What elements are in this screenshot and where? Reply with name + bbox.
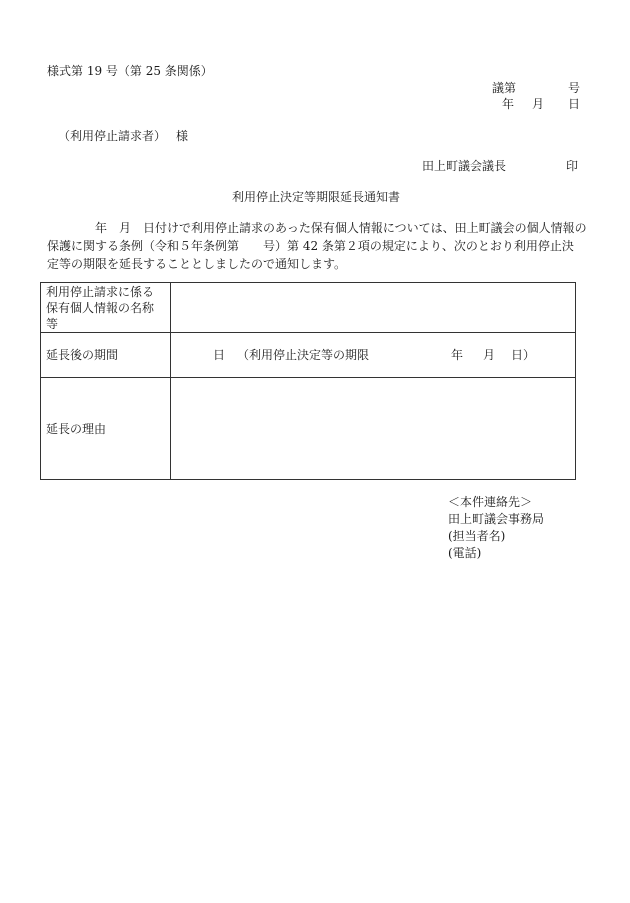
contact-person: (担当者名) <box>448 529 506 543</box>
issuer-title: 田上町議会議長 <box>422 159 507 173</box>
label-info-name-line-1: 利用停止請求に係る <box>46 284 155 299</box>
addressee-honorific: 様 <box>176 129 189 143</box>
body-line-1: 年 月 日付けで利用停止請求のあった保有個人情報については、田上町議会の個人情報の <box>95 221 587 235</box>
date-year: 年 <box>502 97 515 111</box>
deadline-month: 月 <box>483 348 496 362</box>
addressee-name: （利用停止請求者） <box>58 129 167 143</box>
seal-mark: 印 <box>566 159 579 173</box>
document-title: 利用停止決定等期限延長通知書 <box>232 190 401 204</box>
label-reason: 延長の理由 <box>41 378 171 480</box>
period-day: 日 <box>213 348 226 362</box>
value-info-name <box>171 283 576 333</box>
value-reason <box>171 378 576 480</box>
contact-phone: (電話) <box>448 546 482 560</box>
label-info-name-line-2: 保有個人情報の名称 <box>46 300 155 315</box>
deadline-year: 年 <box>451 348 464 362</box>
label-info-name <box>41 283 171 333</box>
doc-number-suffix: 号 <box>568 81 581 95</box>
contact-heading: ＜本件連絡先＞ <box>448 495 533 509</box>
original-deadline-label: （利用停止決定等の期限 <box>237 348 370 362</box>
label-extended-period: 延長後の期間 <box>41 333 171 378</box>
table-row-reason <box>41 378 576 480</box>
label-info-name-line-3: 等 <box>46 316 59 331</box>
body-paragraph <box>47 219 587 273</box>
body-line-2: 保護に関する条例（令和５年条例第 号）第 42 条第２項の規定により、次のとおり利用停止決 <box>47 239 574 253</box>
value-extended-period <box>171 333 576 378</box>
date-month: 月 <box>532 97 545 111</box>
extension-table <box>40 282 576 480</box>
body-line-3: 定等の期限を延長することとしましたので通知します。 <box>47 257 347 271</box>
form-number: 様式第 19 号（第 25 条関係） <box>47 64 213 78</box>
doc-number-prefix: 議第 <box>492 81 517 95</box>
contact-office: 田上町議会事務局 <box>448 512 545 526</box>
table-row-info-name <box>41 283 576 333</box>
deadline-day: 日） <box>511 348 536 362</box>
date-day: 日 <box>568 97 581 111</box>
table-row-extended-period <box>41 333 576 378</box>
